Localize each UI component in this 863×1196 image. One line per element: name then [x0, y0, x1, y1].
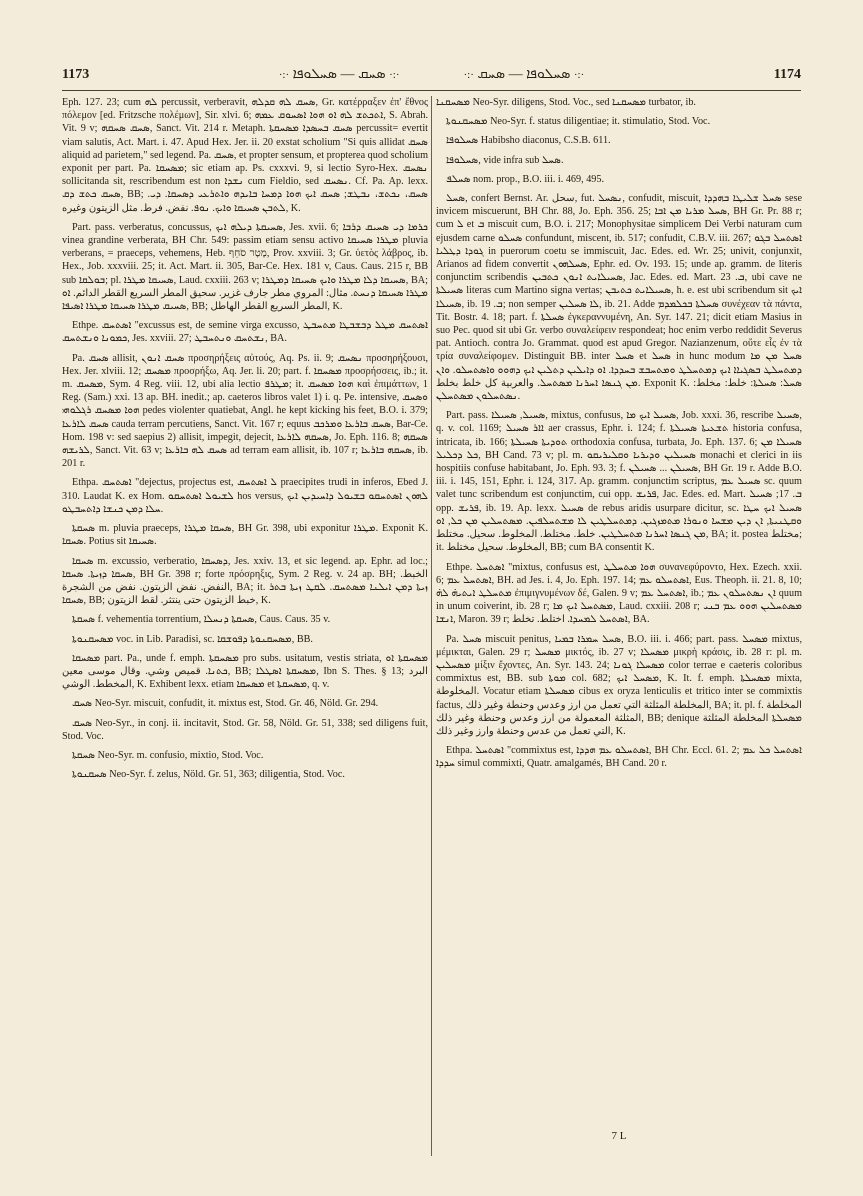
- dictionary-entry: Part. pass. verberatus, concussus, ܣܚܝܩܬܐ ܕܝܠܗ ܐܝܟ, Jes. xvii. 6; ܟܪܡܐ ܕܝ ܣܚܝܩ ܕܪܒܐ vinea grandine verberata, BH Chr. 549: passim etiam sensu activo ܡܛܪܐ ܣܚܝܩܐ pluvia verberans, = praeceps, vehemens, Heb. מָטָר סֹחֵף, Prov. xxviii. 3; Gr. ὑετὸς λάβρος, ib. Hex., Job. xxxviii. 25; it. Act. Mart. ii. 305, Bar-Ce. Hex. 181 v, Caus. Caus. 215 r, BB sub ܒܘܠܩܐ; pl. ܣܚܝܩܐ ܡܛܪܐ, Laud. cxxiii. 263 v; ܣܚܝܩܐ ܕܠܐ ܡܛܪܐ ܘܐܝܟ ܣܚܝܩܐ ܕܡܛܪܐ, BA; ܡܛܪܐ ܣܚܝܩܐ ܕܢܚܬ. مثال: المروي مطر جارف غزير. سحيق المطر السريع القطر الدائم. ܐܘ ܣܚܝܩ ܡܛܪܐ ܣܚܝܩܐ ܡܛܪܐ ܐܣܝܦܐ, BB; المطر السريع القطر الهاطل, K.: [62, 221, 428, 313]
- signature-mark: 7 L: [611, 1130, 627, 1142]
- dictionary-entry: Eph. 127. 23; cum ܠܗ percussit, verberavit, ܣܚܩ ܠܗ ܩܕܠܗ, Gr. κατέρραξεν ἐπ' ἔθνος πόλεμον [ed. Fritzsche πολέμων], Sir. xlvi. 6; ܐܬܟܬܫ ܠܗ ܐܘ ܗܘܐ ܐܣܚܘܩ ܥܡܗ, S. Abrah. Vit. 9 v; ܣܚܩ ܣܚܩܗ, Sanct. Vit. 214 r. Metaph. ܣܚܩ ܒܚܣܕܐ ܡܣܚܩܬܐ percussit= evertit viam salutis, Act. Mart. i. 47. Apud Hex. Jer. ii. 20 exstat scholium "Si quis allidat ܣܚܩ aliquid ad parietem," sed legend. Pa. ܣܚܩ, et propter sensum, et propterea quod scholium exponit per part. Pa. ܡܣܚܩܐ; sic etiam ap. Ps. cxxxvi. 9, si lectio Syro-Hex. ܢܣܚܩ sollicitanda sit, rescribendum est non ܢܫܕܐ cum Fieldio, sed ܢܣܚܩ. Cf. Pa. Ap. lexx. ܣܚܩ ܟܬܫ ܕܩ, BB; ܣܚܩ، ܢܟܬܫ، ܢܒܛܫ; ܣܚܩ ܐܝܟ ܗܘܐ ܕܡܚܐ ܒܐܝܕܗ ܘܐܬܪܥܝ ܕܣܚܩܐ. ܕܝ. ܠܬܒܢ ܣܚܝܩܐ ܘܐܝܟ. ܢܘܦ. نفض. فرط. مثل الزيتون وغيره, K.: [62, 97, 428, 214]
- dictionary-entry: ܡܣܚܩܢܐ Neo-Syr. diligens, Stod. Voc., sed ܡܣܚܩܢܐ turbator, ib.: [436, 97, 696, 108]
- dictionary-entry: ܣܚܩܢܘܬܐ Neo-Syr. f. zelus, Nöld. Gr. 51, 363; diligentia, Stod. Voc.: [72, 769, 345, 781]
- header-rule: [62, 90, 801, 91]
- left-column: [62, 96, 428, 1156]
- right-page-number: 1174: [773, 67, 801, 82]
- dictionary-entry: Ethpe. ܐܣܬܚܩ "excussus est, de semine virga excusso, ܐܣܬܚܩ ܡܛܠ ܕܒܫܒܛܐ ܡܬܚܒܛ ܟܡܘܢܐ ܘܢܫܬܚܩ, Jes. xxviii. 27; ܢܫܬܚܩ ܘܢܬܚܒܛ, BA.: [62, 320, 428, 345]
- dictionary-entry: ܣܚܠ, confert Bernst. Ar. سحل, fut. ܢܣܚܠ, confudit, miscuit, ܣܚܠ ܫܠܝܛܐ ܒܗܕܕܐ sese invicem miscuerunt, BH Chr. 88, Jo. Eph. 356. 25; ܣܚܠ ܡܪܝܐ ܡܢ ܐܒܐ, BH Gr. Pr. 88 r; cum ܠ et ܒ miscuit cum, B.O. i. 217; Monophysitae simplicem Dei Verbi naturam cum ejusdem carne ܣܚܠܘ confundunt, miscent, ib. 517; confudit, C.B.V. iii. 267; ܐܣܬܚܠ ܒܓܘ ܓܘܕܐ ܕܛܠܝܐ in puerorum coetu se immiscuit, Jac. Edes. ed. Wr. 25; univit, conjunxit, Arianos ad fidem convertit ܣܚܠܗܘܢ, Ephr. ed. Ov. 193. 15; unde ap. gramm. de literis conjunctim scribendis ܣܚܝܠܐܝܬ ܐܢܘܢ ܟܬܒܝܢ, Jac. Edes. ed. Mart. ܒ. 23, ubi cave ne ܣܚܝܠܬܐ literas cum Martino signa vertas; ܣܚܝܠܐܝܬ ܟܬܝܒܢ, h. e. est ubi scribendum sit ܐܝܟ ܣܚܝܠܐ, ib. ܒ. 19; non semper ܠܐ ܣܚܠܝܢ, ib. 21. Adde ܣܚܠܬܐ ܒܟܠܡܕܡ συνέχεαν τὰ πάντα, Tit. Bostr. 4. 18; part. f. ܣܚܠܬܐ ἐγκεραννυμένη, An. Syr. 147. 21; dicit etiam Masius in suo Pec. quod sit ubi Gr. verbo συναλείφειν respondeat; hoc enim verbo reddidit Severus pat. Antioch. contra Jo. Grammat. quod est apud Gregor. Nazianzenum, οὔτε εἷς ἐν τὰ τρία συναλείφομεν. Distinguit BB. inter ܣܚܠ et ܣܚܠ in hunc modum ܣܚܠ ܡܢ ܡܐ ܕܡܬܚܠܛ ܒܣܓܝܐܐ ܐܝܟ ܕܡܬܚܠܛ ܘܡܬܚܒܫ ܒܚܕܕܐ. ܐܘ ܕܐܝܠܝܢ ܕܬܠܝܢ ܐܝܟ ܕܗܘܘ ܘܐܣܬܚܠܘ. ܘܐܢ ܡܢ ܓܢܣܐ ܐܚܪܢܐ ܡܣܬܚܠ. والعربية كل خلط بخلط. Exponit K. ܣܚܠ: ܣܚܠܬܐ: خلط: مخلط: ܢܣܬܚܠܘܢ ܡܣܬܚܠܢ.: [436, 193, 802, 403]
- right-running-title: ·:· ܣܚܠܘܦܐ — ܣܚܩ ·:·: [463, 67, 585, 82]
- dictionary-entry: ܣܚܠܘܦܐ, vide infra sub ܣܚܠ.: [446, 154, 564, 166]
- dictionary-entry: Ethpa. ܐܣܬܚܠ "commixtus est, ܐܣܬܚܠܘ ܥܡ ܗܕܕܐ, BH Chr. Eccl. 61. 2; ܐܣܬܚܠ ܟܠ ܥܡ ܚܕܕܐ simul commixti, Quatr. amalgamés, BH Cand. 20 r.: [436, 745, 802, 770]
- dictionary-entry: ܡܣܚܩܢܘܬܐ Neo-Syr. f. status diligentiae; it. stimulatio, Stod. Voc.: [446, 116, 711, 128]
- dictionary-entry: ܣܚܩ Neo-Syr., in conj. ii. incitavit, Stod. Gr. 58, Nöld. Gr. 51, 338; sed diligens fuit, Stod. Voc.: [62, 717, 428, 742]
- dictionary-entry: ܣܚܠܘܦܐ Habibsho diaconus, C.S.B. 611.: [446, 135, 611, 147]
- right-column: [436, 96, 802, 1156]
- dictionary-entry: ܣܚܠܦ nom. prop., B.O. iii. i. 469, 495.: [446, 173, 605, 185]
- running-titles: [89, 67, 774, 83]
- dictionary-entry: Pa. ܣܚܠ miscuit penitus, ܣܚܠ ܚܡܪܐ ܒܡܝܐ, B.O. iii. i. 466; part. pass. ܡܣܚܠ mixtus, μέμικται, Galen. 29 r; ܡܣܚܠ μικτός, ib. 27 v; ܡܣܚܠܐ μικρὴ κράσις, ib. 28 r: pl. m. ܡܣܚܠܝܢ μίξιν ἔχοντες, An. Syr. 143. 24; ܡܣܚܠܐ ܓܘܢܐ color terrae e caeteris coloribus commixtus est, BB. sub ܡܘܬܐ col. 682; ܡܣܚܠ ܐܝܟ, K. It. f. emph. ܡܣܚܠܬܐ mixta, المخلوطة. Vocatur etiam ܡܣܚܠܬܐ cibus ex oryza lenticulis et tritico inter se commixtis factus, المخلطة المثلثة التي تعمل من ارز وعدس وحنطة وغير ذلك, BA; it. pl. f. المخلطة المثلثة المعمولة من ارز وعدس وحنطة وغير ذلك, BB; denique ܡܣܚܠܬܐ المخلطة المثلثة التي تعمل من عدس وحنطة وارز وغير ذلك, K.: [436, 633, 802, 737]
- dictionary-entry: Ethpa. ܐܣܬܚܩ "dejectus, projectus est, ܠ ܐܣܬܚܩ praecipites trudi in inferos, Ebed J. 310. Laudat K. ex Hom. ܠܫܝܘܠ ܐܣܬܚܩܘ hos versus, ܠܗܘܢ ܐܣܬܚܩܘ ܒܫܝܘܠ ܕܐܚܝܕܝܢ ܐܝܟ ܚܠܐ ܕܡܢ ܟܢܫܐ ܕܐܬܚܒܛܘ.: [62, 477, 428, 515]
- dictionary-entry: ܣܚܩ Neo-Syr. miscuit, confudit, it. mixtus est, Stod. Gr. 46, Nöld. Gr. 294.: [72, 698, 379, 710]
- left-running-title: ·:· ܣܚܩ — ܣܚܠܘܦܐ ·:·: [278, 67, 400, 82]
- dictionary-entry: ܡܣܚܩܐ part. Pa., unde f. emph. ܡܣܚܩܬܐ pro subs. usitatum, vestis striata, ܡܣܚܩܬܐ ܐܘ ܟܬܢܐ. قميص وشي. وقال موسى معين, BB; ܡܣܚܩܬܐ ܐܣܛܠܐ, Ibn S. Thes. § 13; البرد المخطط. الوشي, K. Exhibent lexx. etiam ܡܣܚܩܐ et ܡܣܚܩܬܐ, q. v.: [62, 652, 428, 691]
- dictionary-entry: ܣܚܩܬܐ m. pluvia praeceps, ܣܚܩܐ ܡܛܪܐ, BH Gr. 398, ubi exponitur ܡܛܪܐ. Exponit K. ܣܚܩܐ. Potius sit ܣܚܝܩܐ.: [62, 523, 428, 548]
- dictionary-entry: Part. pass. ܣܚܝܠ, ܣܚܝܠܐ, mixtus, confusus, ܣܚܝܠ ܐܝܟ ܡܐ, Job. xxxi. 36, rescribe ܣܚܝܠ, q. v. col. 1169; ܐܐܪ ܣܚܝܠ aer crassus, Ephr. i. 124; f. ܬܫܥܝܬܐ ܣܚܝܠܬܐ historia confusa, intricata, ib. 166; ܬܘܕܝܬܐ ܣܚܝܠܬܐ orthodoxia confusa, turbata, Jo. Eph. 137. 6; ܣܚܝܠܐ ܡܢ ܟܠ ܕܟܠܝܠ, BH Cand. 73 v; pl. m. ܣܚܝܠܝܢ ܘܕܝܪܝܐ ܘܩܠܝܪܝܩܘ monachi et clerici in iis hospitiis confuse habitabant, Jo. Eph. 93. 3; f. ܣܚܝܠܢ ... ܣܚܝܠܢ, BH Gr. 19 r. Adde B.O. iii. i. 145, 151, Ephr. i. 124, 317. Ap. gramm. conjunctim scriptus, ܣܚܝܠ ܥܡ sc. quum valet tunc scribendum est conjunctim, cui opp. ܦܪܝܫ, Jac. Edes. ed. Mart. ܒ. 17; ܣܚܝܠ opp. ܦܪܝܫ, ib. 19. Ap. lexx. ܣܚܝܠ de rebus aridis usurpare dicitur, sc. ܣܚܝܠ ܐܝܟ ܚܛܐ ܘܩܛܢܝܬܐ, ܐܢ ܕܝܢ ܡܫܚܐ ܘܢܘܪܐ ܡܬܡܙܓܝܢ. ܕܡܬܚܠܛܝܢ ܠܐ ܡܫܬܚܠܦܝܢ. ܡܣܬܚܠܝܢ ܡܢ ܟܠ, ܐܘ ܡܢ ܓܢܣܐ ܐܚܪܢܐ ܡܬܚܠܛܝܢ. خلط. مختلط. المخلوط. سحيل. مختلط, BA; it. postea مختلط; it. المخلوط. سحيل مختلط, BB; cum BA consentit K.: [436, 410, 802, 554]
- column-divider: [431, 96, 432, 1156]
- dictionary-entry: Pa. ܣܚܩ allisit, ܣܚܩ ܐܢܘܢ προσηρήξεις αὐτούς, Aq. Ps. ii. 9; ܢܣܚܩ προσηρήξουσι, Hex. Jer. xlviii. 12; ܡܣܚܩ προσρήξω, Aq. Jer. li. 20; part. f. ܡܣܚܩܐ προσρήσσεις, ib.; it. m. ܡܣܚܩ, Sym. 4 Reg. viii. 12, ubi alia lectio ܡܛܪܦ; it. ܗܘܐ ܡܣܚܩ καὶ ἐπιμάττων, 1 Reg. (Sam.) xxi. 13 ap. BH. inedit.; ap. caeteros libros valet 1) i. q. Pe. intensive, ܘܣܚܩ ܗܘܐ ܡܣܚܩ ܪܓܠܘܗܝ pedes violenter quatiebat, Angl. he kept kicking his feet, B.O. i. 379; ܣܚܩ ܠܐܪܥܐ cauda terram percutiens, Sanct. Vit. 167 r; equus ܣܚܩ ܒܐܪܥܐ ܘܡܪܟܒ, Bar-Ce. Hom. 198 v: sed saepius 2) allisit, impegit, dejecit, ܣܚܩܗ ܠܐܪܥܐ, Jo. Eph. 116. 8; ܣܚܩܗ ܠܪܝܫܗ, Sanct. Vit. 63 v; ܣܚܩ ܠܗ ܒܐܪܥܐ ad terram eam allisit, ib. 107 r; ܣܚܩܗ ܒܐܪܥܐ, ib. 201 r.: [62, 352, 428, 470]
- dictionary-entry: Ethpe. ܐܣܬܚܠ "mixtus, confusus est, ܗܘܐ ܡܬܚܠܛ συνανεφύροντο, Hex. Ezech. xxii. 6; ܐܣܬܚܠ ܥܡ, BH. ad Jes. i. 4, Jo. Eph. 197. 14; ܐܣܬܚܠܘ ܥܡ, Eus. Theoph. ii. 21. 8, 10; ܡܬܚܠܛ ܐܝܬܝܗ̇ ܠܗ̇ ἐπιμιγνυμένων δέ, Galen. 9 v; ܐܣܬܚܠ ܥܡ, ib.; ܐܢ ܢܣܬܚܠܘܢ ܥܡ quum in unum coiverint, ib. 28 r; ܡܣܬܚܠ ܐܝܟ ܡܐ, Laud. cxxiii. 208 r; ܡܣܬܚܠܝܢ ܗܘܘ ܥܡ ܒܢܝ ܐܢܫܐ, Maron. 39 r; ܐܣܬܚܠ ܠܡܚܕܐ. اختلط. تخلط, BA.: [436, 561, 802, 626]
- page-header: [62, 62, 801, 88]
- left-page-number: 1173: [62, 67, 90, 82]
- dictionary-entry: ܣܚܩܬܐ Neo-Syr. m. confusio, mixtio, Stod. Voc.: [72, 749, 264, 761]
- dictionary-entry: ܣܚܩܐ m. excussio, verberatio, ܕܣܚܩܐ, Jes. xxiv. 13, et sic legend. ap. Ephr. ad loc.; ܣܚܩܐ ܕܙܝܬܐ. ܣܚܩܐ, BH Gr. 398 r; forte πρόσρηξις, Sym. 2 Reg. v. 24 ap. BH; الخبط. النفض. نفض الزيتون. نفض من الشجرة, BA; it. ܙܝܬܐ ܕܡܢ ܐܝܠܢܐ ܡܣܬܚܩ. ܠܩܛ ܙܝܬܐ ܒܬܪ ܣܚܩܐ, BB; خبط الزيتون حتى ينتثر. لقط الزيتون, K.: [62, 555, 428, 607]
- dictionary-entry: ܣܚܩܬܐ f. vehementia torrentium, ܣܚܩܬܐ ܕܢܚܠܐ, Caus. Caus. 35 v.: [72, 614, 331, 626]
- dictionary-entry: ܡܣܚܩܢܘܬܐ voc. in Lib. Paradisi, sc. ܡܣܚܩܢܘܬܐ ܕܦܘܫܩܐ, BB.: [72, 633, 313, 645]
